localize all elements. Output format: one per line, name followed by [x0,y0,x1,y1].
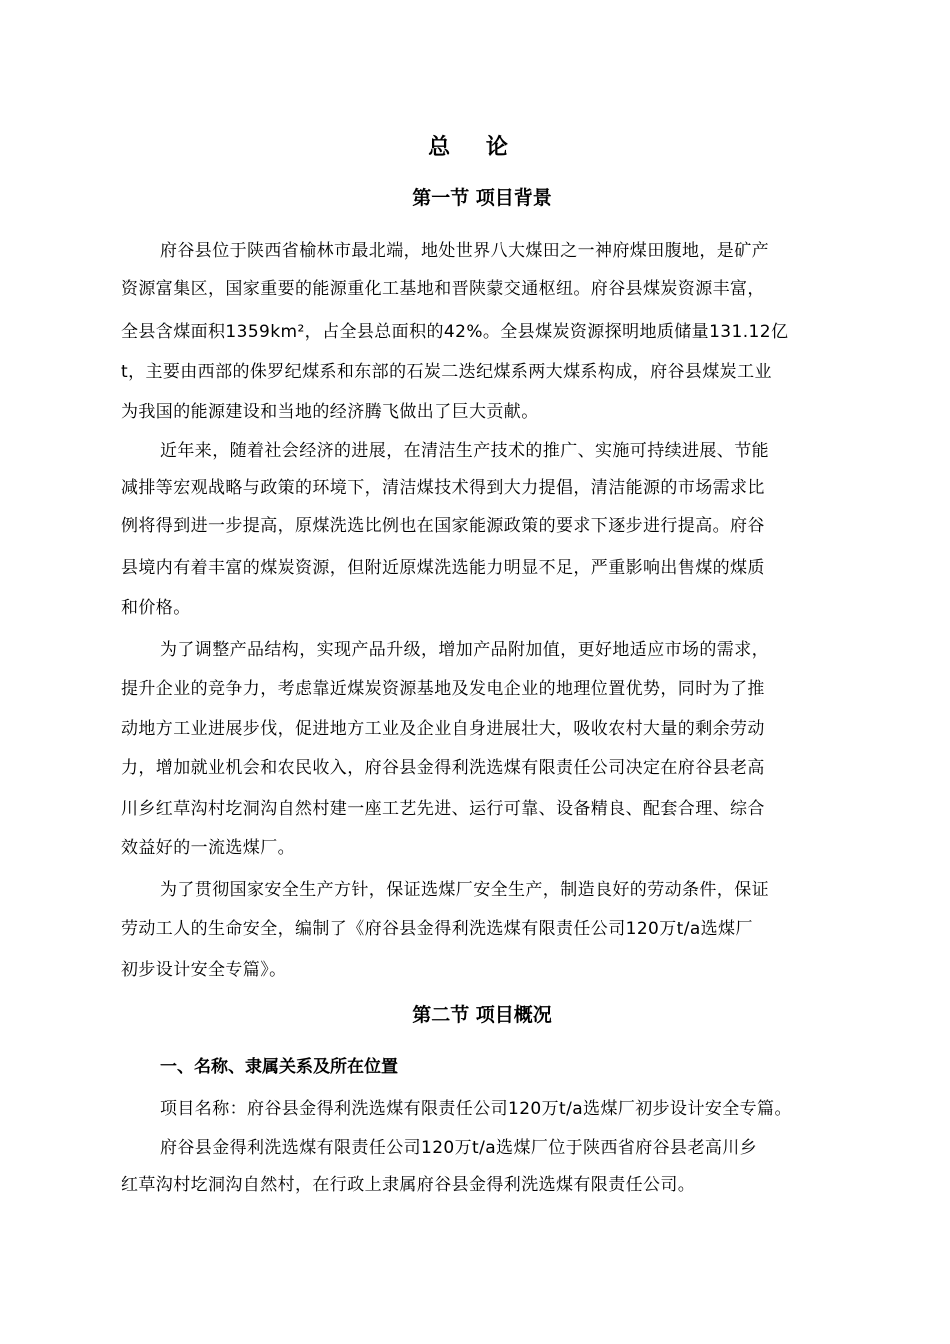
paragraph-line: 府谷县位于陕西省榆林市最北端，地处世界八大煤田之一神府煤田腹地，是矿产 [160,241,769,261]
paragraph-line: 劳动工人的生命安全，编制了《府谷县金得利洗选煤有限责任公司120万t/a选煤厂 [121,919,753,939]
paragraph-line: 力，增加就业机会和农民收入，府谷县金得利洗选煤有限责任公司决定在府谷县老高 [121,758,765,778]
paragraph-line: 全县含煤面积1359km²，占全县总面积的42%。全县煤炭资源探明地质储量131.12亿 [121,322,789,342]
paragraph-line: 效益好的一流选煤厂。 [121,838,295,858]
paragraph-line: 川乡红草沟村圪洞沟自然村建一座工艺先进、运行可靠、设备精良、配套合理、综合 [121,799,765,819]
section-2-heading: 第二节 项目概况 [412,1004,552,1026]
paragraph-line: 动地方工业进展步伐，促进地方工业及企业自身进展壮大，吸收农村大量的剩余劳动 [121,719,765,739]
section-1-heading: 第一节 项目背景 [412,187,552,209]
paragraph-line: 县境内有着丰富的煤炭资源，但附近原煤洗选能力明显不足，严重影响出售煤的煤质 [121,558,765,578]
paragraph-line: 和价格。 [121,598,191,618]
paragraph-line: 项目名称：府谷县金得利洗选煤有限责任公司120万t/a选煤厂初步设计安全专篇。 [160,1099,792,1119]
paragraph-line: 为了贯彻国家安全生产方针，保证选煤厂安全生产，制造良好的劳动条件，保证 [160,880,769,900]
paragraph-line: 为我国的能源建设和当地的经济腾飞做出了巨大贡献。 [121,402,539,422]
paragraph-line: 府谷县金得利洗选煤有限责任公司120万t/a选煤厂位于陕西省府谷县老高川乡 [160,1138,758,1158]
document-title: 总 论 [428,135,522,160]
paragraph-line: 减排等宏观战略与政策的环境下，清洁煤技术得到大力提倡，清洁能源的市场需求比 [121,478,765,498]
paragraph-line: 提升企业的竞争力，考虑靠近煤炭资源基地及发电企业的地理位置优势，同时为了推 [121,679,765,699]
paragraph-line: 为了调整产品结构，实现产品升级，增加产品附加值，更好地适应市场的需求， [160,640,769,660]
paragraph-line: 近年来，随着社会经济的进展，在清洁生产技术的推广、实施可持续进展、节能 [160,441,769,461]
paragraph-line: 初步设计安全专篇》。 [121,960,287,980]
paragraph-line: 例将得到进一步提高，原煤洗选比例也在国家能源政策的要求下逐步进行提高。府谷 [121,516,765,536]
paragraph-line: t，主要由西部的侏罗纪煤系和东部的石炭二迭纪煤系两大煤系构成，府谷县煤炭工业 [121,362,772,382]
subsection-heading: 一、名称、隶属关系及所在位置 [160,1057,398,1077]
paragraph-line: 资源富集区，国家重要的能源重化工基地和晋陕蒙交通枢纽。府谷县煤炭资源丰富， [121,279,765,299]
paragraph-line: 红草沟村圪洞沟自然村，在行政上隶属府谷县金得利洗选煤有限责任公司。 [121,1175,696,1195]
